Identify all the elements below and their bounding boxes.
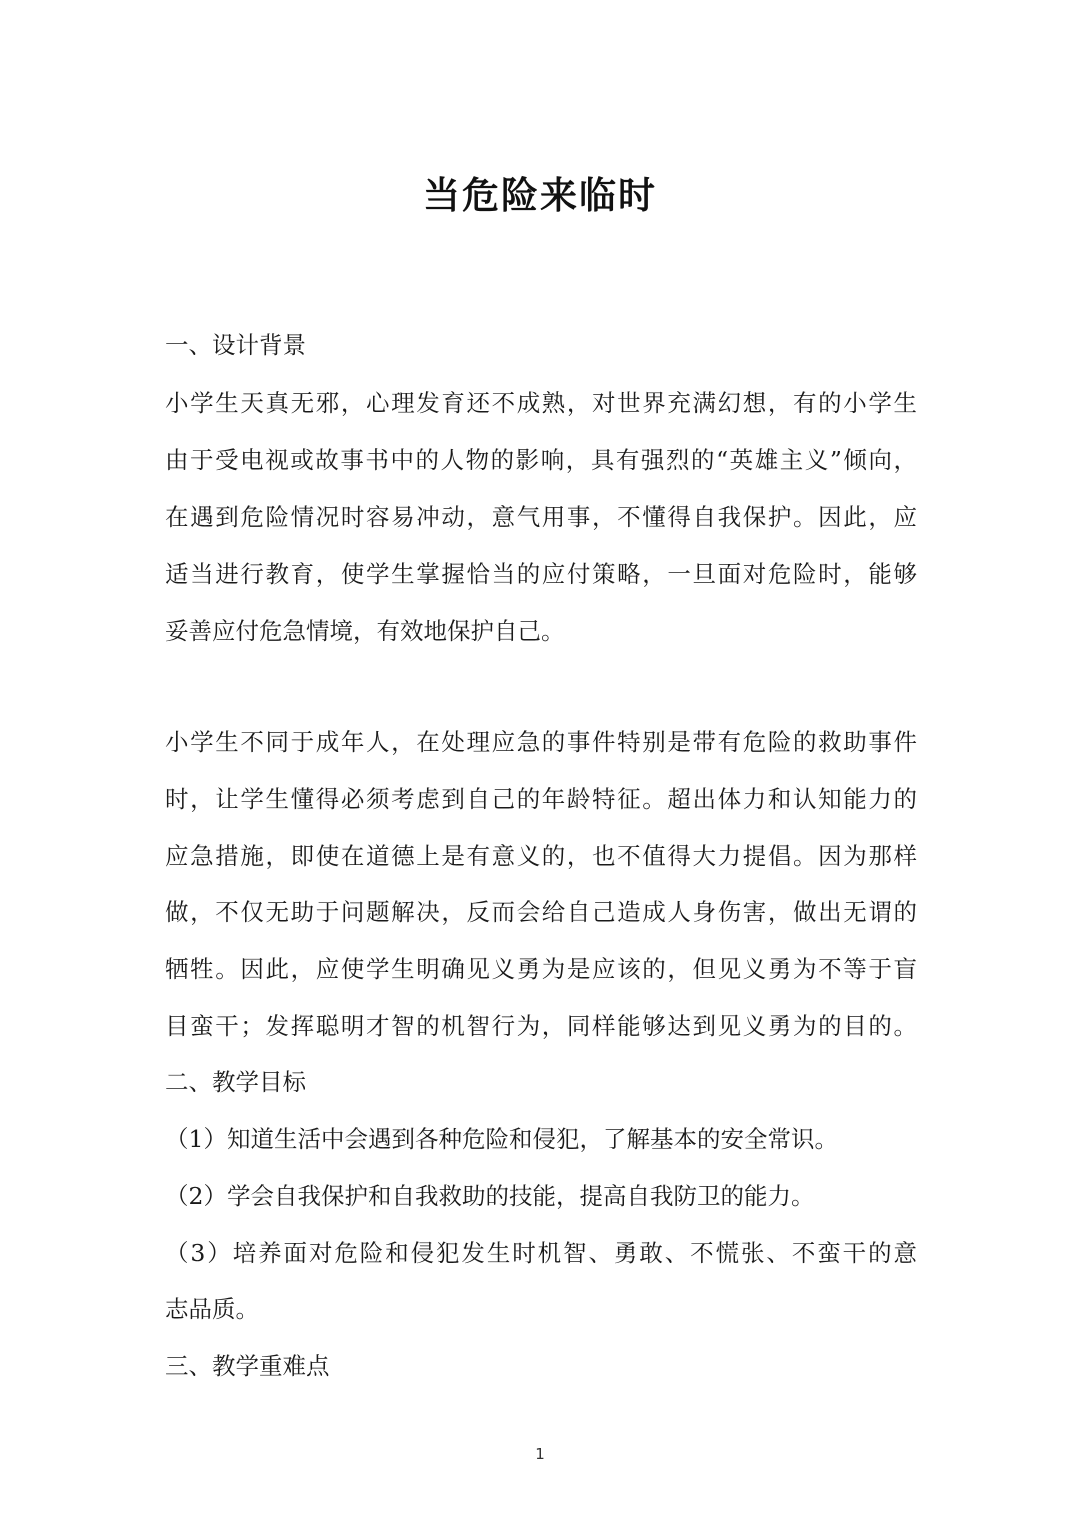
paragraph-line: 应急措施，即使在道德上是有意义的，也不值得大力提倡。因为那样 xyxy=(165,842,917,870)
paragraph-line: 小学生不同于成年人，在处理应急的事件特别是带有危险的救助事件 xyxy=(165,728,917,756)
objective-item: （3）培养面对危险和侵犯发生时机智、勇敢、不慌张、不蛮干的意 xyxy=(165,1239,917,1267)
paragraph-line: 小学生天真无邪，心理发育还不成熟，对世界充满幻想，有的小学生 xyxy=(165,389,917,417)
paragraph-line: 适当进行教育，使学生掌握恰当的应付策略，一旦面对危险时，能够 xyxy=(165,560,917,588)
paragraph-line: 在遇到危险情况时容易冲动，意气用事，不懂得自我保护。因此，应 xyxy=(165,503,917,531)
paragraph-line: 目蛮干；发挥聪明才智的机智行为，同样能够达到见义勇为的目的。 xyxy=(165,1012,917,1040)
paragraph-line: 时，让学生懂得必须考虑到自己的年龄特征。超出体力和认知能力的 xyxy=(165,785,917,813)
objective-item-continued: 志品质。 xyxy=(165,1295,259,1323)
paragraph-line: 牺牲。因此，应使学生明确见义勇为是应该的，但见义勇为不等于盲 xyxy=(165,955,917,983)
section-heading-key-points: 三、教学重难点 xyxy=(165,1352,330,1380)
objective-item: （1）知道生活中会遇到各种危险和侵犯，了解基本的安全常识。 xyxy=(165,1125,838,1153)
paragraph-line: 由于受电视或故事书中的人物的影响，具有强烈的“英雄主义”倾向， xyxy=(165,446,917,474)
section-heading-objectives: 二、教学目标 xyxy=(165,1068,306,1096)
page-number: 1 xyxy=(535,1445,545,1463)
paragraph-line: 做，不仅无助于问题解决，反而会给自己造成人身伤害，做出无谓的 xyxy=(165,898,917,926)
objective-item: （2）学会自我保护和自我救助的技能，提高自我防卫的能力。 xyxy=(165,1182,815,1210)
paragraph-line: 妥善应付危急情境，有效地保护自己。 xyxy=(165,617,565,645)
section-heading-background: 一、设计背景 xyxy=(165,331,306,359)
document-title: 当危险来临时 xyxy=(423,174,657,217)
